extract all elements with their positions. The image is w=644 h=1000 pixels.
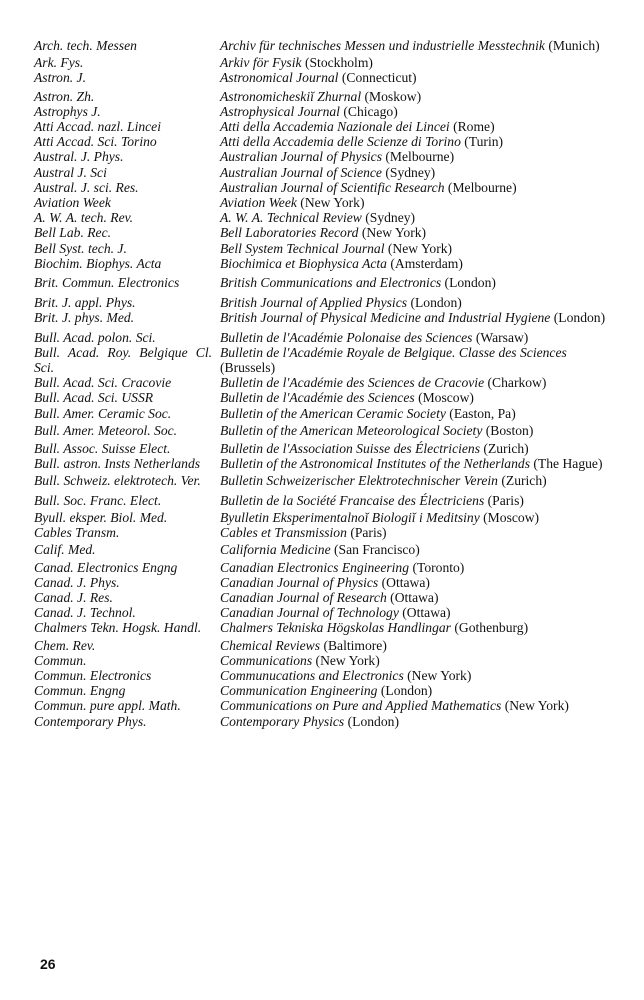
journal-full-title <box>220 493 614 508</box>
list-item <box>34 653 614 668</box>
journal-abbreviation: Astron. J. <box>34 70 86 86</box>
journal-title: Atti della Accademia Nazionale dei Lincei <box>220 119 450 135</box>
journal-title: Astronomicheskiĭ Zhurnal <box>220 88 362 104</box>
list-item <box>34 55 614 70</box>
publication-place: (Toronto) <box>412 559 465 575</box>
journal-full-title <box>220 295 614 310</box>
journal-abbreviation: Bull. Amer. Meteorol. Soc. <box>34 422 178 438</box>
journal-abbreviation: Commun. Electronics <box>34 667 152 683</box>
journal-abbreviation: Brit. J. phys. Med. <box>34 310 135 326</box>
journal-abbreviation: Canad. J. Res. <box>34 589 113 605</box>
journal-title: Astronomical Journal <box>220 70 339 86</box>
journal-full-title <box>220 668 614 683</box>
journal-full-title <box>220 310 614 325</box>
publication-place: (London) <box>347 713 399 729</box>
list-item <box>34 119 614 134</box>
journal-full-title <box>220 698 614 713</box>
journal-title: Bulletin de l'Académie des Sciences de Cracovie <box>220 375 485 391</box>
list-item <box>34 210 614 225</box>
list-item <box>34 423 614 438</box>
journal-title: Bulletin of the Astronomical Institutes of the Netherlands <box>220 456 530 472</box>
publication-place: (New York) <box>315 652 380 668</box>
journal-full-title <box>220 275 614 290</box>
journal-abbreviation: Bull. Soc. Franc. Elect. <box>34 492 162 508</box>
list-item <box>34 714 614 729</box>
publication-place: (London) <box>553 310 606 326</box>
journal-title: Astrophysical Journal <box>220 103 340 119</box>
journal-title: Chalmers Tekniska Högskolas Handlingar <box>220 620 451 636</box>
publication-place: (London) <box>410 295 462 311</box>
journal-full-title <box>220 38 614 53</box>
journal-abbreviation: Atti Accad. nazl. Lincei <box>34 119 161 135</box>
list-item <box>34 134 614 149</box>
journal-full-title <box>220 55 614 70</box>
journal-title: Canadian Journal of Physics <box>220 574 379 590</box>
journal-title: Communication Engineering <box>220 683 378 699</box>
publication-place: (London) <box>380 683 433 699</box>
journal-abbreviation: Bull. Acad. Sci. USSR <box>34 390 154 406</box>
publication-place: (Connecticut) <box>341 70 417 86</box>
journal-title: Bulletin de l'Académie Polonaise des Sciences <box>220 329 473 345</box>
journal-full-title <box>220 560 614 575</box>
list-item <box>34 165 614 180</box>
list-item <box>34 406 614 421</box>
journal-title: Archiv für technisches Messen und industrielle Messtechnik <box>220 38 545 53</box>
page-number: 26 <box>40 956 56 972</box>
list-item <box>34 104 614 119</box>
journal-full-title <box>220 542 614 557</box>
publication-place: (Sydney) <box>365 210 416 226</box>
journal-full-title <box>220 605 614 620</box>
journal-full-title <box>220 638 614 653</box>
publication-place: (Amsterdam) <box>390 255 463 271</box>
journal-title: Bulletin de l'Académie des Sciences <box>220 390 415 406</box>
list-item <box>34 149 614 164</box>
journal-abbreviation: Bell Lab. Rec. <box>34 225 112 241</box>
publication-place: (Moskow) <box>364 88 422 104</box>
journal-abbreviation: Ark. Fys. <box>34 55 84 71</box>
journal-abbreviation: Austral. J. sci. Res. <box>34 179 139 195</box>
list-item <box>34 668 614 683</box>
journal-abbreviation: Commun. Engng <box>34 683 126 699</box>
journal-full-title <box>220 345 614 375</box>
publication-place: (Ottawa) <box>390 589 439 605</box>
publication-place: (Charkow) <box>487 375 547 391</box>
journal-full-title <box>220 714 614 729</box>
list-item <box>34 70 614 85</box>
publication-place: (Ottawa) <box>381 574 430 590</box>
list-item <box>34 89 614 104</box>
journal-abbreviation: Biochim. Biophys. Acta <box>34 255 162 271</box>
journal-title: British Journal of Applied Physics <box>220 295 408 311</box>
journal-abbreviation: Atti Accad. Sci. Torino <box>34 134 157 150</box>
journal-full-title <box>220 510 614 525</box>
list-item <box>34 698 614 713</box>
journal-full-title <box>220 165 614 180</box>
journal-full-title <box>220 149 614 164</box>
journal-full-title <box>220 423 614 438</box>
publication-place: (Baltimore) <box>323 637 387 653</box>
list-item <box>34 493 614 508</box>
list-item <box>34 330 614 345</box>
journal-full-title <box>220 590 614 605</box>
journal-full-title <box>220 210 614 225</box>
journal-abbreviation: Astron. Zh. <box>34 88 95 104</box>
journal-title: British Communications and Electronics <box>220 275 442 291</box>
journal-abbreviation: Chalmers Tekn. Hogsk. Handl. <box>34 620 202 636</box>
journal-title: Australian Journal of Science <box>220 164 382 180</box>
journal-abbreviation: A. W. A. tech. Rev. <box>34 210 134 226</box>
journal-title: Communications <box>220 652 313 668</box>
journal-abbreviation: Canad. Electronics Engng <box>34 559 178 575</box>
publication-place: (Sydney) <box>385 164 436 180</box>
journal-title: Contemporary Physics <box>220 713 345 729</box>
list-item <box>34 510 614 525</box>
list-item <box>34 620 614 635</box>
journal-title: Canadian Journal of Research <box>220 589 387 605</box>
publication-place: (New York) <box>361 225 427 241</box>
publication-place: (Chicago) <box>343 103 398 119</box>
journal-full-title <box>220 473 614 488</box>
list-item <box>34 195 614 210</box>
journal-title: Byulletin Eksperimentalnoĭ Biologiĭ i Meditsiny <box>220 509 480 525</box>
publication-place: (Munich) <box>548 38 600 53</box>
journal-title: Biochimica et Biophysica Acta <box>220 255 387 271</box>
journal-title: Communucations and Electronics <box>220 667 404 683</box>
journal-abbreviation: Chem. Rev. <box>34 637 96 653</box>
list-item <box>34 275 614 290</box>
publication-place: (Ottawa) <box>402 605 451 621</box>
publication-place: (Paris) <box>487 492 524 508</box>
list-item <box>34 375 614 390</box>
journal-full-title <box>220 456 614 471</box>
journal-full-title <box>220 575 614 590</box>
list-item <box>34 683 614 698</box>
publication-place: (Moscow) <box>418 390 474 406</box>
journal-full-title <box>220 390 614 405</box>
journal-abbreviation: Austral. J. Phys. <box>34 149 124 165</box>
journal-abbreviation: Arch. tech. Messen <box>34 38 137 53</box>
list-item <box>34 225 614 240</box>
journal-title: Aviation Week <box>220 195 297 211</box>
publication-place: (Melbourne) <box>385 149 455 165</box>
list-item <box>34 241 614 256</box>
journal-abbreviation: Austral J. Sci <box>34 164 107 180</box>
journal-title: A. W. A. Technical Review <box>220 210 362 226</box>
journal-title: Bell Laboratories Record <box>220 225 359 241</box>
journal-full-title <box>220 683 614 698</box>
publication-place: (Turin) <box>464 134 504 150</box>
publication-place: (Paris) <box>350 525 387 541</box>
journal-title: Atti della Accademia delle Scienze di Torino <box>220 134 461 150</box>
journal-abbreviation: Cables Transm. <box>34 525 120 541</box>
journal-title: Bulletin Schweizerischer Elektrotechnischer Verein <box>220 473 498 489</box>
journal-abbreviation: Calif. Med. <box>34 542 96 558</box>
list-item <box>34 180 614 195</box>
journal-full-title <box>220 89 614 104</box>
journal-full-title <box>220 330 614 345</box>
journal-title: Bulletin de la Société Francaise des Électriciens <box>220 492 485 508</box>
list-item <box>34 441 614 456</box>
journal-full-title <box>220 653 614 668</box>
journal-abbreviation: Canad. J. Phys. <box>34 574 120 590</box>
journal-full-title <box>220 180 614 195</box>
publication-place: (New York) <box>387 240 453 256</box>
journal-full-title <box>220 119 614 134</box>
journal-abbreviation: Bull. Amer. Ceramic Soc. <box>34 405 172 421</box>
journal-abbreviation: Brit. J. appl. Phys. <box>34 295 136 311</box>
journal-title: Communications on Pure and Applied Mathematics <box>220 698 502 714</box>
list-item <box>34 542 614 557</box>
abbreviation-list <box>34 38 614 729</box>
list-item <box>34 525 614 540</box>
publication-place: (Zurich) <box>483 441 529 457</box>
journal-abbreviation: Bull. Schweiz. elektrotech. Ver. <box>34 473 201 489</box>
journal-abbreviation: Bell Syst. tech. J. <box>34 240 127 256</box>
journal-abbreviation: Bull. Acad. polon. Sci. <box>34 329 156 345</box>
journal-title: Bulletin de l'Association Suisse des Électriciens <box>220 441 481 457</box>
list-item <box>34 345 614 375</box>
publication-place: (Boston) <box>485 422 534 438</box>
journal-full-title <box>220 525 614 540</box>
journal-abbreviation: Bull. Assoc. Suisse Elect. <box>34 441 171 457</box>
publication-place: (Melbourne) <box>447 179 517 195</box>
journal-full-title <box>220 195 614 210</box>
journal-abbreviation: Contemporary Phys. <box>34 713 147 729</box>
journal-title: Bell System Technical Journal <box>220 240 385 256</box>
list-item <box>34 390 614 405</box>
journal-abbreviation: Canad. J. Technol. <box>34 605 136 621</box>
journal-full-title <box>220 256 614 271</box>
journal-full-title <box>220 375 614 390</box>
publication-place: (Zurich) <box>501 473 547 489</box>
journal-title: Bulletin of the American Ceramic Society <box>220 405 446 421</box>
journal-title: Arkiv för Fysik <box>220 55 302 71</box>
list-item <box>34 638 614 653</box>
journal-title: Canadian Journal of Technology <box>220 605 399 621</box>
list-item <box>34 38 614 53</box>
list-item <box>34 256 614 271</box>
journal-abbreviation: Brit. Commun. Electronics <box>34 275 180 291</box>
journal-abbreviation: Bull. Acad. Sci. Cracovie <box>34 375 172 391</box>
list-item <box>34 560 614 575</box>
journal-abbreviation: Byull. eksper. Biol. Med. <box>34 509 168 525</box>
journal-full-title <box>220 406 614 421</box>
journal-abbreviation: Commun. pure appl. Math. <box>34 698 181 714</box>
publication-place: (New York) <box>504 698 569 714</box>
publication-place: (The Hague) <box>533 456 603 472</box>
journal-abbreviation: Commun. <box>34 652 87 668</box>
publication-place: (Moscow) <box>483 509 540 525</box>
publication-place: (Warsaw) <box>475 329 529 345</box>
publication-place: (San Francisco) <box>334 542 420 558</box>
list-item <box>34 456 614 471</box>
publication-place: (Brussels) <box>220 360 276 376</box>
list-item <box>34 310 614 325</box>
journal-title: Cables et Transmission <box>220 525 347 541</box>
journal-full-title <box>220 225 614 240</box>
journal-title: Australian Journal of Scientific Research <box>220 179 445 195</box>
journal-full-title <box>220 441 614 456</box>
publication-place: (Easton, Pa) <box>449 405 516 421</box>
journal-title: Canadian Electronics Engineering <box>220 559 410 575</box>
journal-full-title <box>220 70 614 85</box>
journal-full-title <box>220 620 614 635</box>
journal-title: Bulletin of the American Meteorological Society <box>220 422 483 438</box>
publication-place: (Gothenburg) <box>454 620 529 636</box>
list-item <box>34 605 614 620</box>
publication-place: (London) <box>444 275 496 291</box>
journal-full-title <box>220 241 614 256</box>
journal-abbreviation: Bull. Acad. Roy. Belgique Cl. Sci. <box>34 344 212 376</box>
journal-title: Chemical Reviews <box>220 637 321 653</box>
journal-abbreviation: Bull. astron. Insts Netherlands <box>34 456 201 472</box>
journal-full-title <box>220 104 614 119</box>
journal-title: British Journal of Physical Medicine and Industrial Hygiene <box>220 310 551 326</box>
list-item <box>34 295 614 310</box>
journal-title: Bulletin de l'Académie Royale de Belgique. Classe des Sciences <box>220 344 567 360</box>
publication-place: (Rome) <box>453 119 495 135</box>
journal-abbreviation: Astrophys J. <box>34 103 101 119</box>
journal-title: Australian Journal of Physics <box>220 149 382 165</box>
list-item <box>34 473 614 488</box>
publication-place: (New York) <box>407 667 472 683</box>
journal-full-title <box>220 134 614 149</box>
publication-place: (New York) <box>300 195 365 211</box>
list-item <box>34 575 614 590</box>
journal-title: California Medicine <box>220 542 331 558</box>
list-item <box>34 590 614 605</box>
publication-place: (Stockholm) <box>304 55 373 71</box>
journal-abbreviation: Aviation Week <box>34 195 111 211</box>
